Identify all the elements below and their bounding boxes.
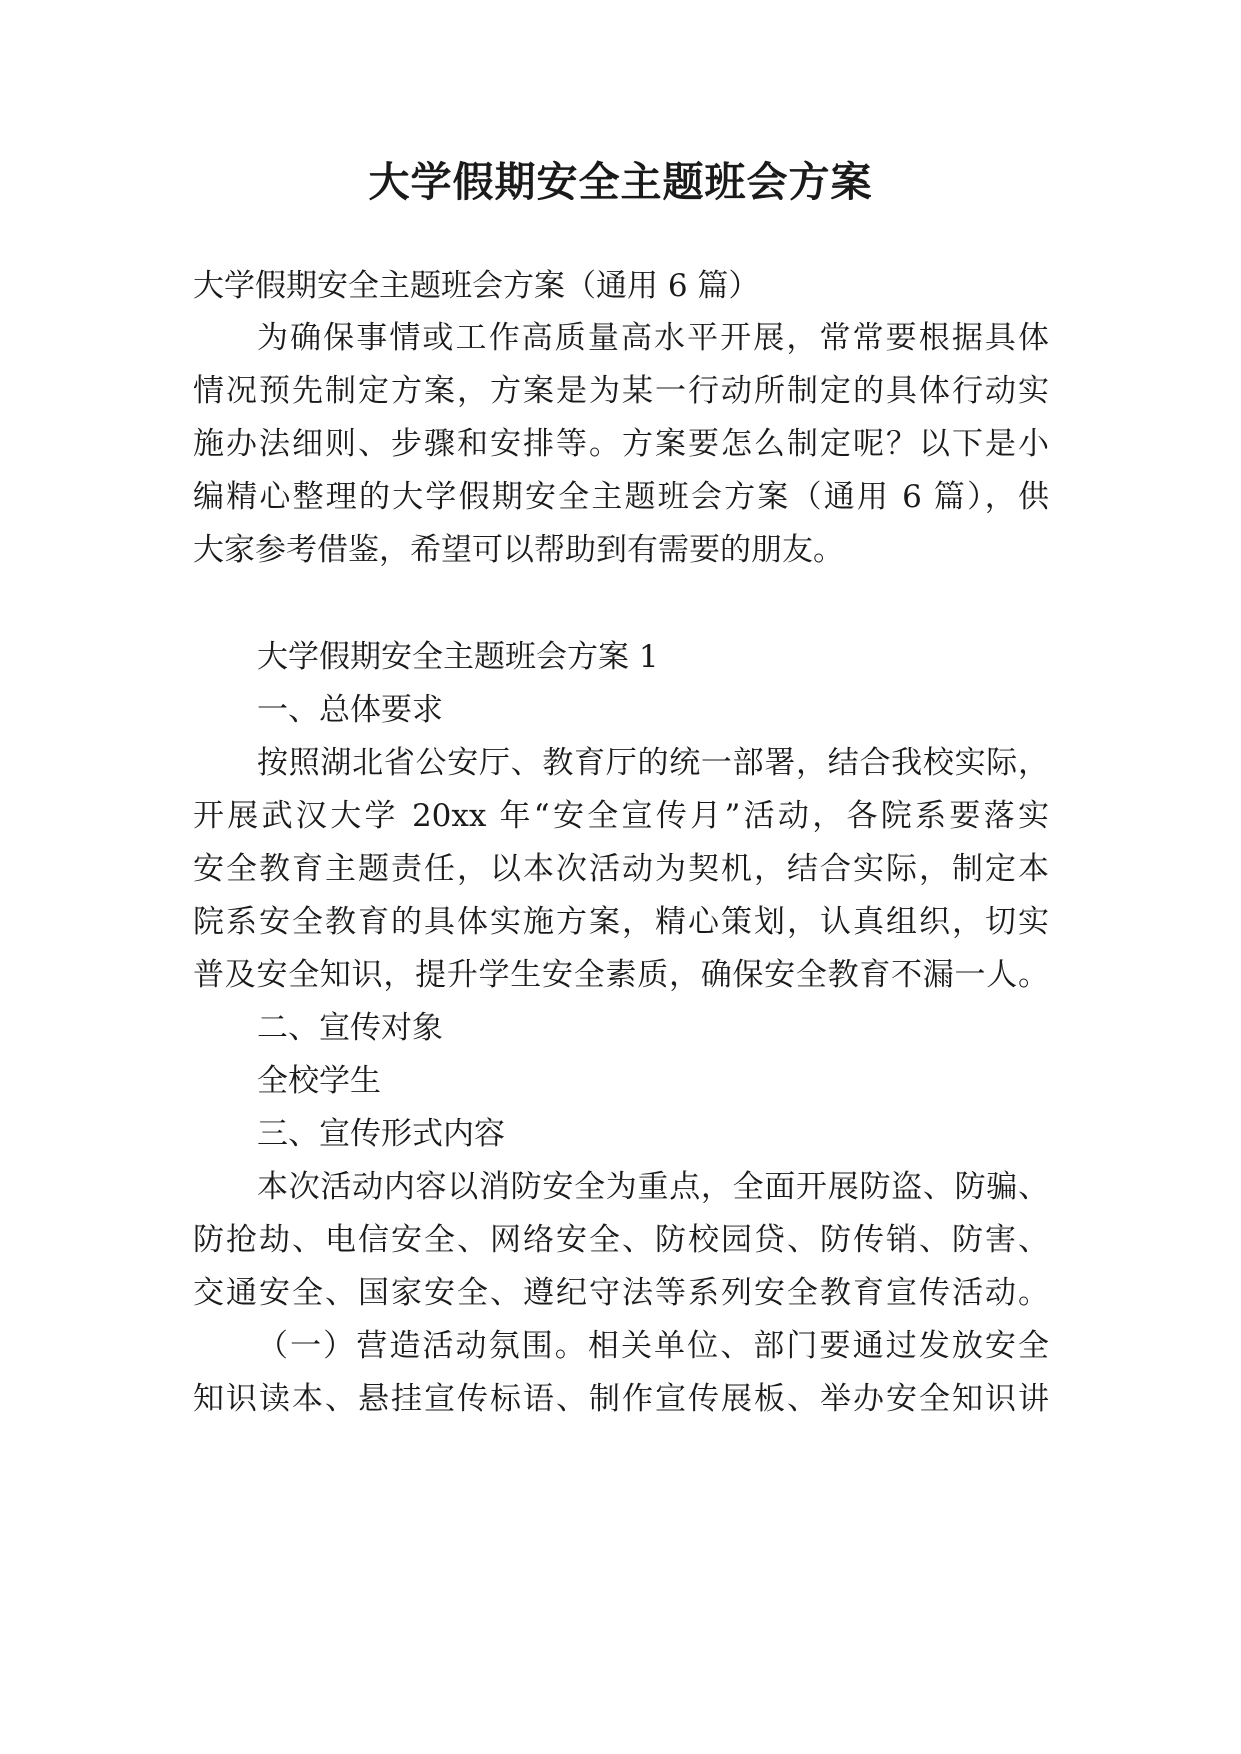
paragraph-line: 本次活动内容以消防安全为重点，全面开展防盗、防骗、: [257, 1169, 1049, 1205]
intro-line: 大家参考借鉴，希望可以帮助到有需要的朋友。: [193, 532, 844, 568]
paragraph-line: 按照湖北省公安厅、教育厅的统一部署，结合我校实际，: [257, 745, 1049, 781]
paragraph-line: 院系安全教育的具体实施方案，精心策划，认真组织，切实: [193, 904, 1049, 940]
intro-line: 编精心整理的大学假期安全主题班会方案（通用 6 篇），供: [193, 479, 1049, 515]
paragraph-line: 知识读本、悬挂宣传标语、制作宣传展板、举办安全知识讲: [193, 1381, 1049, 1417]
heading-general-requirements: 一、总体要求: [257, 692, 443, 728]
section-title: 大学假期安全主题班会方案 1: [257, 639, 659, 675]
document-subtitle: 大学假期安全主题班会方案（通用 6 篇）: [193, 268, 760, 304]
paragraph-line: 交通安全、国家安全、遵纪守法等系列安全教育宣传活动。: [193, 1275, 1049, 1311]
paragraph-line: 安全教育主题责任，以本次活动为契机，结合实际，制定本: [193, 851, 1049, 887]
intro-line: 施办法细则、步骤和安排等。方案要怎么制定呢？以下是小: [193, 426, 1049, 462]
paragraph-line: 防抢劫、电信安全、网络安全、防校园贷、防传销、防害、: [193, 1222, 1049, 1258]
intro-line: 为确保事情或工作高质量高水平开展，常常要根据具体: [257, 320, 1049, 356]
intro-line: 情况预先制定方案，方案是为某一行动所制定的具体行动实: [193, 373, 1049, 409]
document-title: 大学假期安全主题班会方案: [368, 158, 873, 206]
paragraph-line: 开展武汉大学 20xx 年“安全宣传月”活动，各院系要落实: [193, 798, 1049, 834]
paragraph-line: （一）营造活动氛围。相关单位、部门要通过发放安全: [257, 1328, 1049, 1364]
heading-format-content: 三、宣传形式内容: [257, 1116, 505, 1152]
paragraph-line: 全校学生: [257, 1063, 381, 1099]
heading-audience: 二、宣传对象: [257, 1010, 443, 1046]
paragraph-line: 普及安全知识，提升学生安全素质，确保安全教育不漏一人。: [193, 957, 1049, 993]
